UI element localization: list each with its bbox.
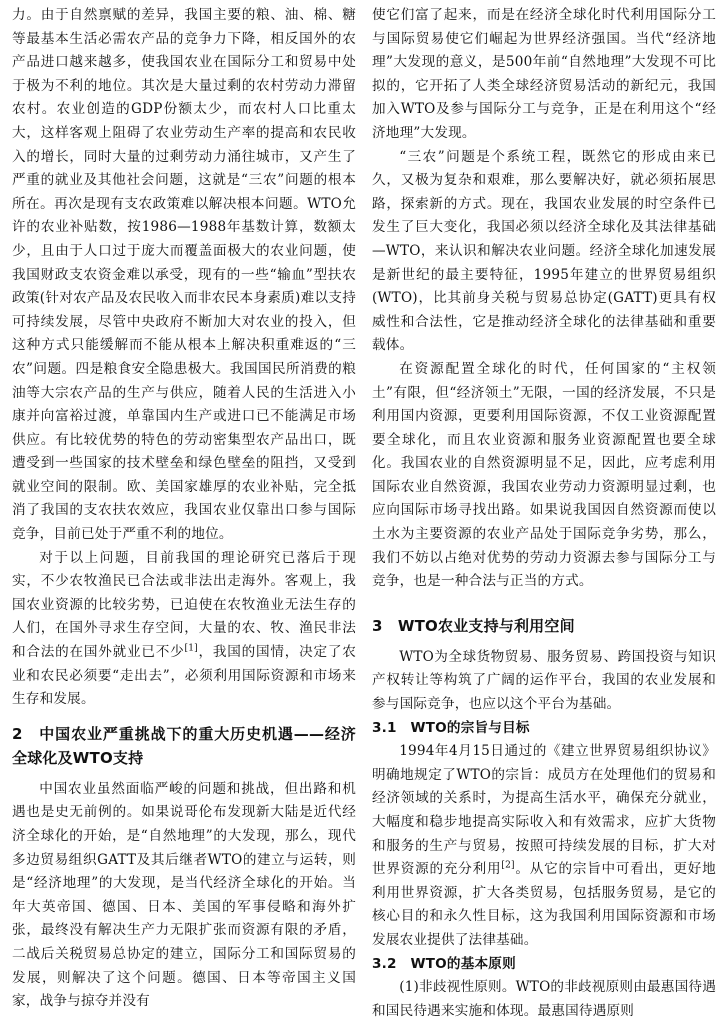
paragraph-text: 1994年4月15日通过的《建立世界贸易组织协议》明确地规定了WTO的宗旨：成员方在处理他们的贸易和经济领域的关系时，为提高生活水平，确保充分就业，大幅度和稳步地提高实际收入和有效需求，应扩大货物和服务的生产与贸易，按照可持续发展的目标，扩大对世界资源的充分利用 [372, 743, 716, 878]
paragraph-text: 。从它的宗旨中可看出，更好地利用世界资源，扩大各类贸易，包括服务贸易，是它的核心目的和永久性目标，这为我国利用国际资源和市场发展农业提供了法律基础。 [372, 861, 716, 948]
citation: [1] [184, 643, 198, 654]
paragraph-text: ，我国的国情，决定了农业和农民必须要“走出去”，必须利用国际资源和市场来生存和发展。 [12, 644, 357, 708]
paragraph [12, 547, 356, 712]
section-heading: 3 WTO农业支持与利用空间 [372, 616, 575, 635]
paragraph: WTO为全球货物贸易、服务贸易、跨国投资与知识产权转让等构筑了广阔的运作平台，我国的农业发展和参与国际竞争，也应以这个平台为基础。 [372, 648, 716, 713]
paragraph: 在资源配置全球化的时代，任何国家的“主权领土”有限，但“经济领土”无限，一国的经济发展，不只是利用国内资源，更要利用国际资源，不仅工业资源配置要全球化，而且农业资源和服务业资源配置也要全球化。我国农业的自然资源明显不足，因此，应考虑利用国际农业自然资源，我国农业劳动力资源明显过剩，也应向国际市场寻找出路。如果说我国因自然资源而使以土水为主要资源的农业产品处于国际竞争劣势，那么，我们不妨以占绝对优势的劳动力资源去参与国际分工与竞争，也是一种合法与正当的方式。 [372, 360, 716, 590]
subsection-heading: 3.1 WTO的宗旨与目标 [372, 719, 530, 736]
citation: [2] [501, 860, 515, 871]
paragraph: 中国农业虽然面临严峻的问题和挑战，但出路和机遇也是史无前例的。如果说哥伦布发现新大陆是近代经济全球化的开始，是“自然地理”的大发现，那么，现代多边贸易组织GATT及其后继者WTO的建立与运转，则是“经济地理”的大发现，是当代经济全球化的开始。当年大英帝国、德国、日本、美国的军事侵略和海外扩张，最终没有解决生产力无限扩张而资源有限的矛盾，二战后关税贸易总协定的建立，国际分工和国际贸易的发展，则解决了这个问题。德国、日本等帝国主义国家，战争与掠夺并没有 [12, 780, 356, 1010]
paragraph-text: 对于以上问题，目前我国的理论研究已落后于现实，不少农牧渔民已合法或非法出走海外。客观上，我国农业资源的比较劣势，已迫使在农牧渔业无法生存的人们，在国外寻求生存空间，大量的农、牧、渔民非法和合法的在国外就业已不少 [12, 549, 356, 661]
subsection-heading: 3.2 WTO的基本原则 [372, 955, 516, 972]
paragraph [372, 740, 716, 952]
spacer [372, 594, 716, 604]
left-column [12, 4, 356, 1014]
paragraph: “三农”问题是个系统工程，既然它的形成由来已久，又极为复杂和艰难，那么要解决好，就必须拓展思路，探索新的方式。现在，我国农业发展的时空条件已发生了巨大变化，我国必须以经济全球化及其法律基础—WTO，来认识和解决农业问题。经济全球化加速发展是新世纪的最主要特征，1995年建立的世界贸易组织(WTO)，比其前身关税与贸易总协定(GATT)更具有权威性和合法性，它是推动经济全球化的法律基础和重要载体。 [372, 148, 716, 354]
paragraph: (1)非歧视性原则。WTO的非歧视原则由最惠国待遇和国民待遇来实施和体现。最惠国待遇原则 [372, 979, 716, 1019]
paragraph: 使它们富了起来，而是在经济全球化时代利用国际分工与国际贸易使它们崛起为世界经济强国。当代“经济地理”大发现的意义，是500年前“自然地理”大发现不可比拟的，它开拓了人类全球经济贸易活动的新纪元，我国加入WTO及参与国际分工与竞争，正是在利用这个“经济地理”大发现。 [372, 7, 716, 141]
right-column [372, 4, 716, 1023]
paragraph: 力。由于自然禀赋的差异，我国主要的粮、油、棉、糖等最基本生活必需农产品的竞争力下降，相反国外的农产品进口越来越多，使我国农业在国际分工和贸易中处于极为不利的地位。其次是大量过剩的农村劳动力滞留农村。农业创造的GDP份额太少，而农村人口比重太大，这样客观上阻碍了农业劳动生产率的提高和农民收入的增长，同时大量的过剩劳动力涌往城市，又产生了严重的就业及其他社会问题，这就是“三农”问题的根本所在。再次是现有支农政策难以解决根本问题。WTO允许的农业补贴数，按1986—1988年基数计算，数额太少，且由于人口过于庞大而覆盖面极大的农业问题，使我国财政支农资金难以承受，现有的一些“输血”型扶农政策(针对农产品及农民收入而非农民本身素质)难以支持可持续发展，尽管中央政府不断加大对农业的投入，但这种方式只能缓解而不能从根本上解决积重难返的“三农”问题。四是粮食安全隐患极大。我国国民所消费的粮油等大宗农产品的生产与供应，随着人民的生活进入小康并向富裕过渡，单靠国内生产或进口已不能满足市场供应。有比较优势的特色的劳动密集型农产品出口，既遭受到一些国家的技术壁垒和绿色壁垒的阻挡，又受到就业空间的限制。欧、美国家雄厚的农业补贴，完全抵消了我国的支农扶农效应，我国农业仅靠出口参与国际竞争，目前已处于严重不利的地位。 [12, 7, 356, 543]
section-heading: 2 中国农业严重挑战下的重大历史机遇——经济全球化及WTO支持 [12, 724, 356, 767]
